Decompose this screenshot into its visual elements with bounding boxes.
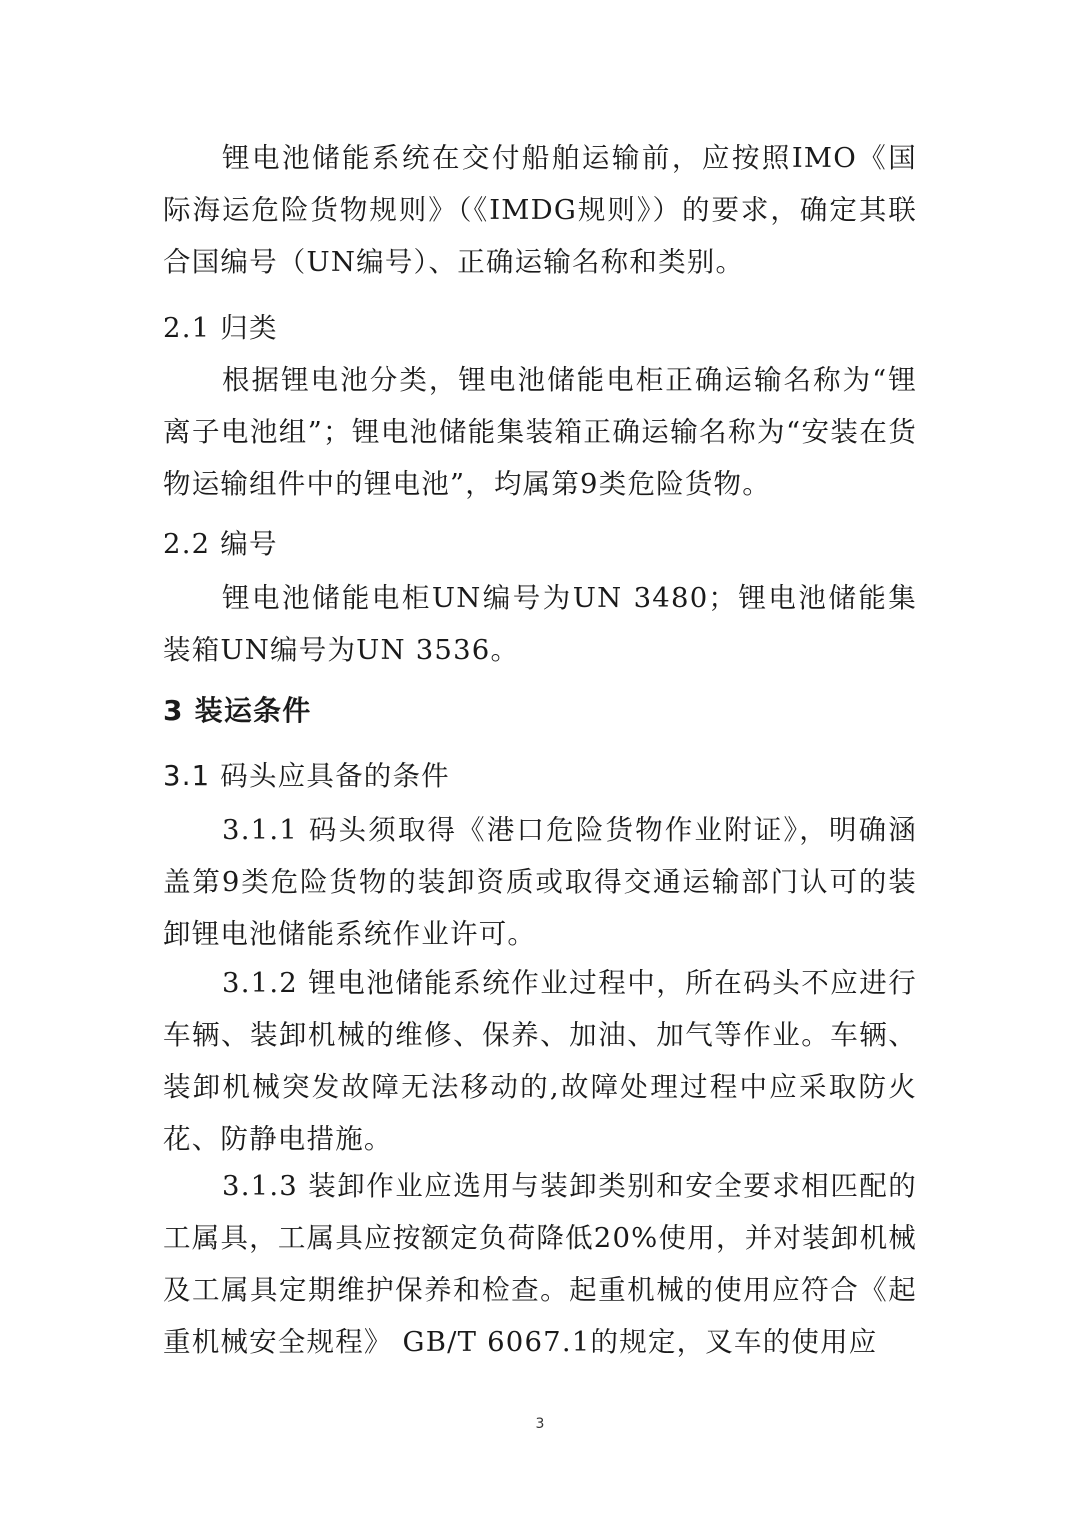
section-3-1-2-paragraph: 3.1.2 锂电池储能系统作业过程中，所在码头不应进行车辆、装卸机械的维修、保养、加油、加气等作业。车辆、装卸机械突发故障无法移动的,故障处理过程中应采取防火花、防静电措施。 [163,967,917,1155]
section-3-heading: 3 装运条件 [163,694,312,727]
section-3-1-3-paragraph: 3.1.3 装卸作业应选用与装卸类别和安全要求相匹配的工属具，工属具应按额定负荷降低20%使用，并对装卸机械及工属具定期维护保养和检查。起重机械的使用应符合《起重机械安全规程》 GB/T 6067.1的规定，叉车的使用应 [163,1170,917,1358]
section-2-1-paragraph: 根据锂电池分类，锂电池储能电柜正确运输名称为“锂离子电池组”；锂电池储能集装箱正确运输名称为“安装在货物运输组件中的锂电池”，均属第9类危险货物。 [163,364,917,500]
section-3-1-heading: 3.1 码头应具备的条件 [163,760,450,792]
section-2-2-paragraph: 锂电池储能电柜UN编号为UN 3480；锂电池储能集装箱UN编号为UN 3536。 [163,582,917,666]
section-2-1-heading: 2.1 归类 [163,312,278,344]
intro-paragraph: 锂电池储能系统在交付船舶运输前，应按照IMO《国际海运危险货物规则》（《IMDG规则》）的要求，确定其联合国编号（UN编号）、正确运输名称和类别。 [163,142,917,278]
section-2-2-heading: 2.2 编号 [163,528,278,560]
page-number: 3 [535,1416,545,1432]
section-3-1-1-paragraph: 3.1.1 码头须取得《港口危险货物作业附证》，明确涵盖第9类危险货物的装卸资质或取得交通运输部门认可的装卸锂电池储能系统作业许可。 [163,814,917,950]
